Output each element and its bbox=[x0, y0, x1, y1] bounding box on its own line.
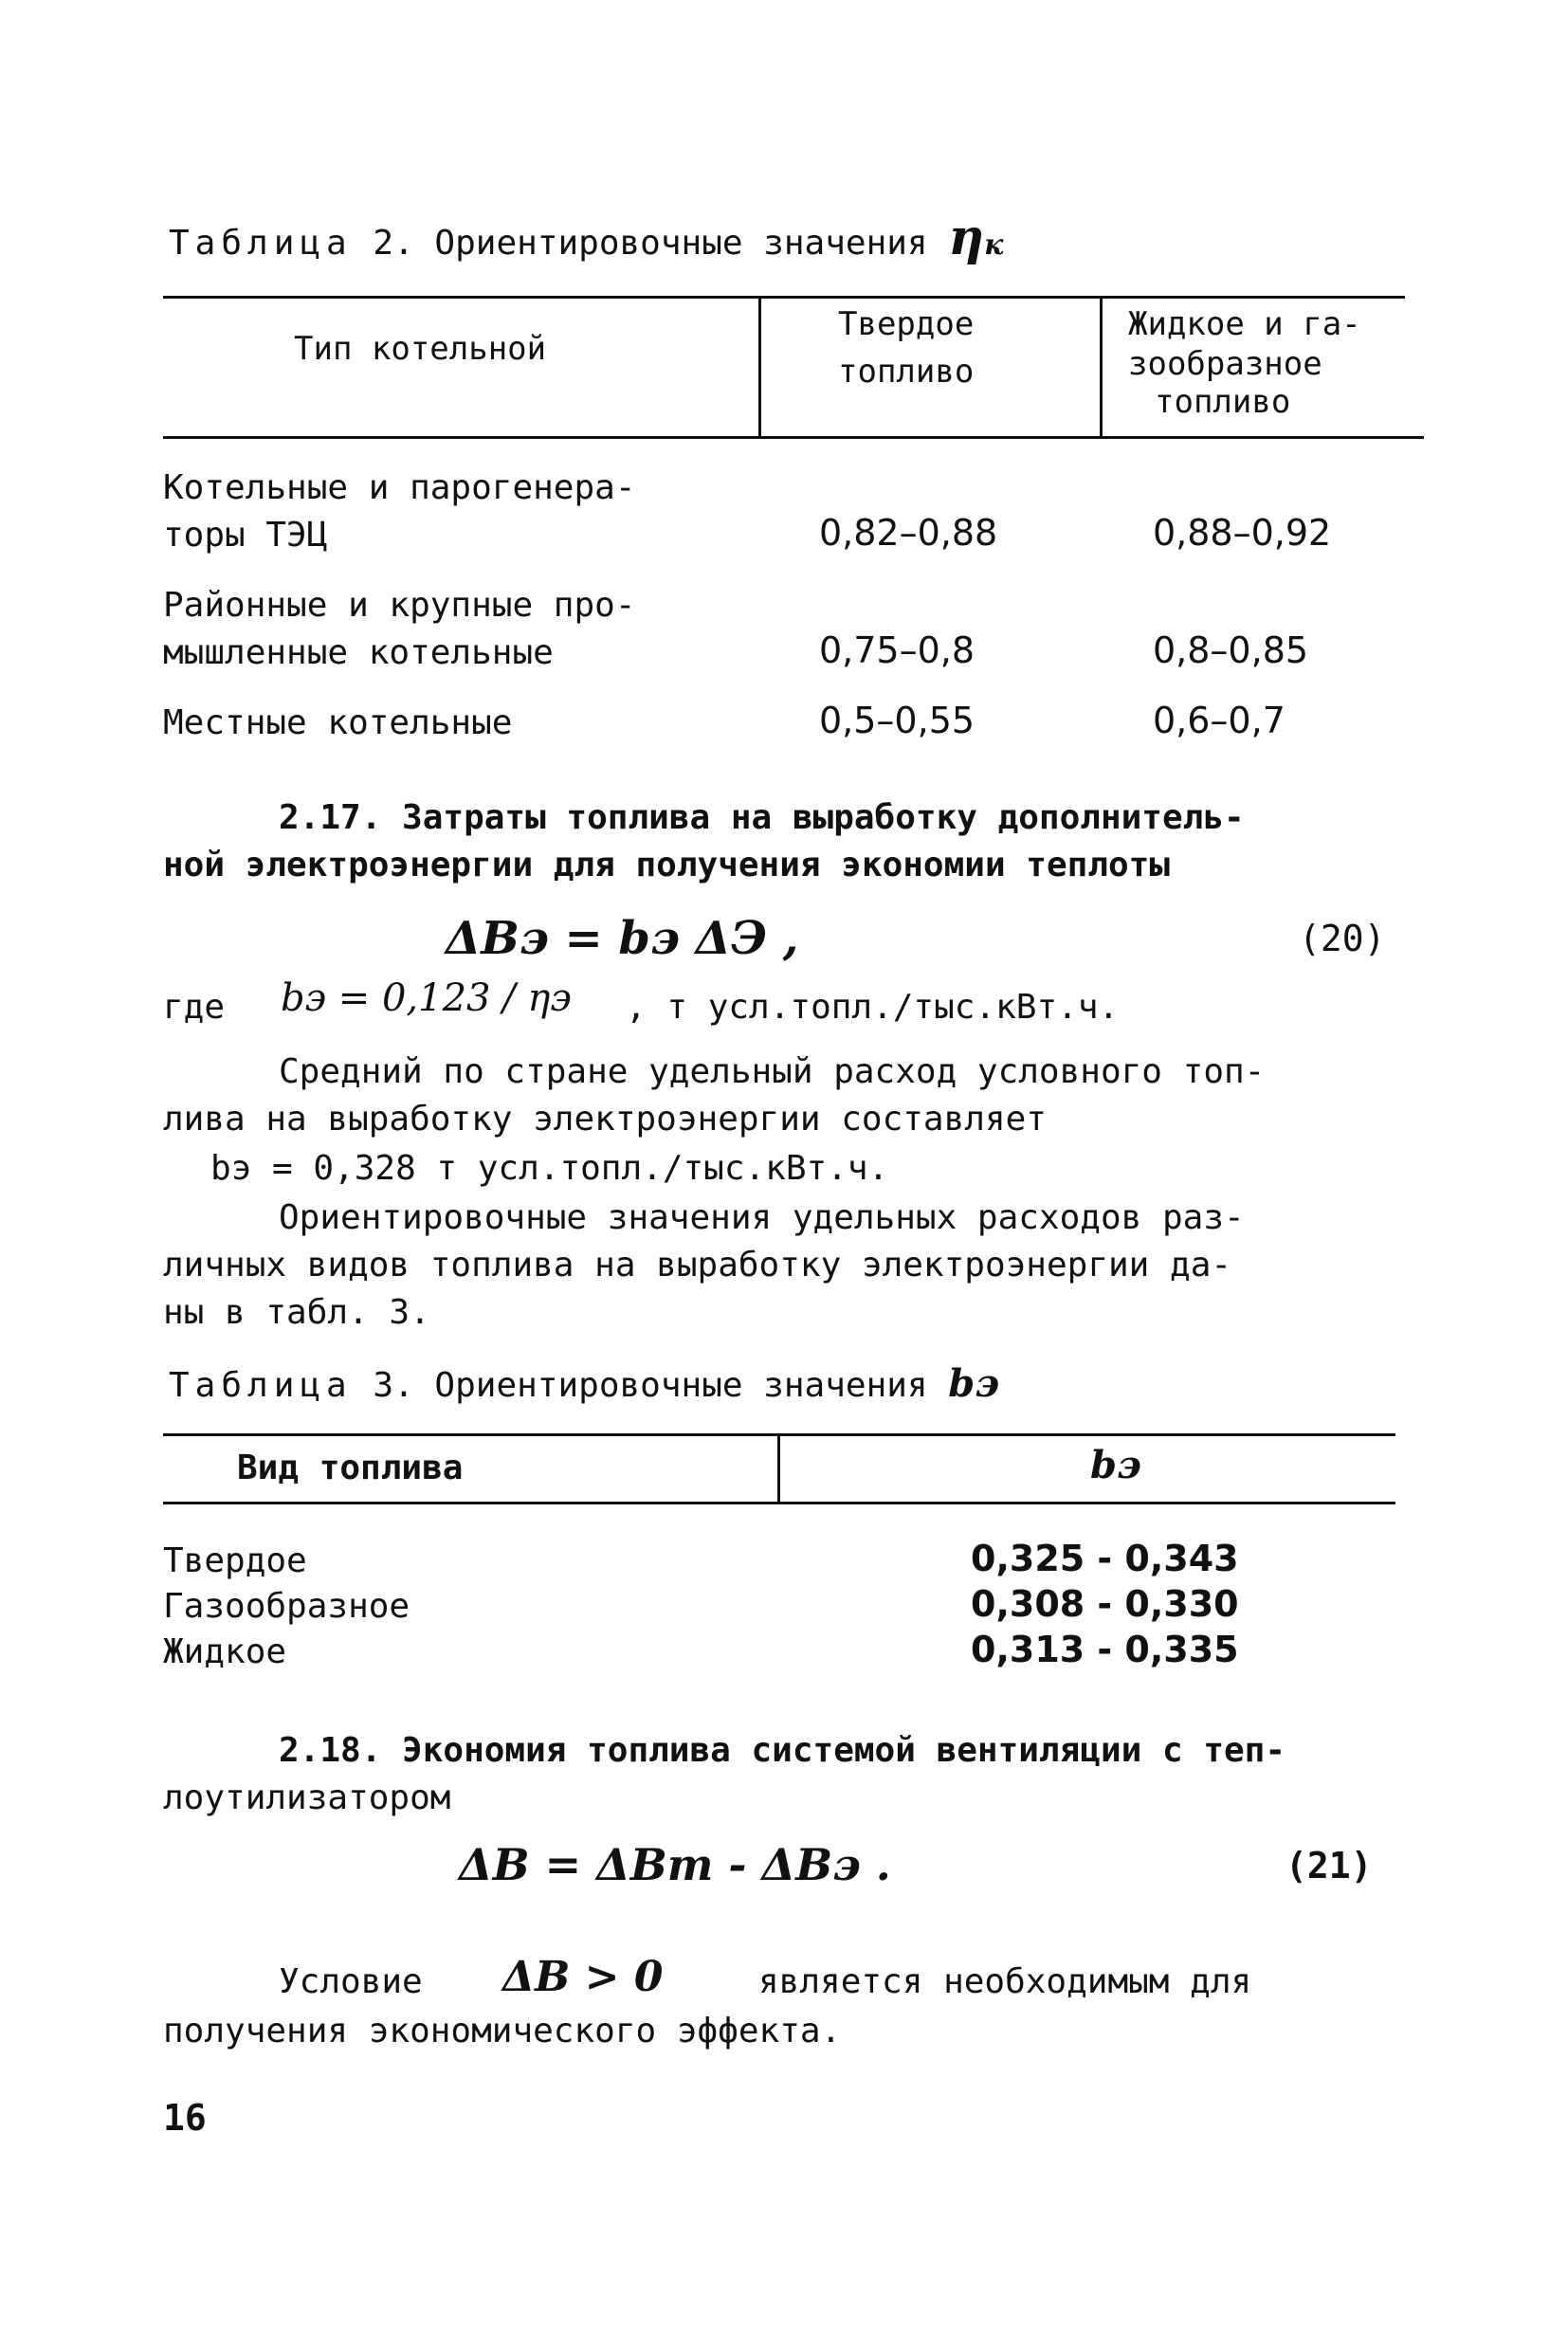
para2-line2: личных видов топлива на выработку электроэнергии да- bbox=[163, 1246, 1232, 1285]
para1-line2: лива на выработку электроэнергии составляет bbox=[163, 1100, 1047, 1139]
formula-20: ΔBэ = bэ ΔЭ , bbox=[446, 912, 799, 965]
table2-header-solid-2: топливо bbox=[838, 353, 975, 391]
table3-col-divider bbox=[777, 1433, 780, 1504]
table2-top-rule bbox=[163, 296, 1405, 299]
page-number: 16 bbox=[163, 2097, 207, 2139]
para1-line1: Средний по стране удельный расход условного топ- bbox=[279, 1052, 1266, 1091]
table2-row3-liquid: 0,6–0,7 bbox=[1153, 700, 1285, 741]
table3-header-fuel: Вид топлива bbox=[237, 1449, 464, 1487]
condition-word: Условие bbox=[279, 1962, 423, 2001]
table3-caption bbox=[169, 1361, 999, 1406]
table2-row2-solid: 0,75–0,8 bbox=[819, 629, 975, 671]
formula-21: ΔB = ΔBт - ΔBэ . bbox=[459, 1839, 891, 1890]
condition-expression: ΔB > 0 bbox=[502, 1953, 664, 2001]
table2-col-divider-2 bbox=[1100, 296, 1103, 438]
table3-row3-value: 0,313 - 0,335 bbox=[971, 1629, 1239, 1670]
para1-line3: bэ = 0,328 т усл.топл./тыс.кВт.ч. bbox=[210, 1149, 889, 1188]
table2-row1-solid: 0,82–0,88 bbox=[819, 512, 998, 554]
table2-header-liquid-3: топливо bbox=[1155, 383, 1291, 421]
section218-line1: 2.18. Экономия топлива системой вентиляции с теп- bbox=[279, 1731, 1286, 1770]
where-expression: bэ = 0,123 / ηэ bbox=[281, 976, 572, 1020]
table3-caption-word: Таблица bbox=[169, 1366, 353, 1405]
where-unit: , т усл.топл./тыс.кВт.ч. bbox=[626, 988, 1120, 1027]
formula-21-number: (21) bbox=[1285, 1845, 1373, 1886]
table2-caption-rest: 2. Ориентировочные значения bbox=[373, 224, 928, 263]
table3-row1-value: 0,325 - 0,343 bbox=[971, 1538, 1239, 1579]
table2-header-solid-1: Твердое bbox=[838, 305, 975, 343]
section217-line2: ной электроэнергии для получения экономии теплоты bbox=[163, 846, 1171, 884]
section218-line2: лоутилизатором bbox=[163, 1778, 451, 1817]
section217-line1: 2.17. Затраты топлива на выработку дополнитель- bbox=[279, 798, 1245, 837]
table3-row1-fuel: Твердое bbox=[163, 1541, 307, 1580]
table2-caption bbox=[169, 209, 1003, 266]
table3-caption-rest: 3. Ориентировочные значения bbox=[373, 1366, 928, 1405]
table2-row2-liquid: 0,8–0,85 bbox=[1153, 629, 1309, 671]
condition-line2: получения экономического эффекта. bbox=[163, 2012, 842, 2050]
table2-row1-label-1: Котельные и парогенера- bbox=[163, 468, 636, 507]
table3-header-value: bэ bbox=[1090, 1443, 1141, 1487]
table2-header-type: Тип котельной bbox=[294, 330, 547, 368]
table2-header-liquid-1: Жидкое и га- bbox=[1128, 305, 1361, 343]
be-symbol: bэ bbox=[948, 1361, 1000, 1406]
eta-symbol: η bbox=[948, 209, 985, 266]
table3-row2-fuel: Газообразное bbox=[163, 1587, 410, 1626]
condition-rest: является необходимым для bbox=[758, 1962, 1252, 2001]
table2-row1-label-2: торы ТЭЦ bbox=[163, 516, 328, 555]
formula-20-number: (20) bbox=[1299, 918, 1386, 959]
table3-row2-value: 0,308 - 0,330 bbox=[971, 1583, 1239, 1625]
table2-col-divider-1 bbox=[758, 296, 761, 438]
table3-row3-fuel: Жидкое bbox=[163, 1632, 287, 1671]
table2-row3-label-1: Местные котельные bbox=[163, 703, 513, 742]
para2-line1: Ориентировочные значения удельных расходов раз- bbox=[279, 1198, 1245, 1237]
table2-row2-label-2: мышленные котельные bbox=[163, 633, 554, 672]
eta-subscript: к bbox=[984, 228, 1004, 262]
table2-row1-liquid: 0,88–0,92 bbox=[1153, 512, 1332, 554]
table2-header-liquid-2: зообразное bbox=[1128, 345, 1322, 383]
para2-line3: ны в табл. 3. bbox=[163, 1293, 430, 1332]
table2-row2-label-1: Районные и крупные про- bbox=[163, 586, 636, 625]
table2-row3-solid: 0,5–0,55 bbox=[819, 700, 975, 741]
where-word: где bbox=[163, 988, 226, 1027]
table2-header-rule bbox=[163, 436, 1424, 439]
table2-caption-word: Таблица bbox=[169, 224, 353, 263]
